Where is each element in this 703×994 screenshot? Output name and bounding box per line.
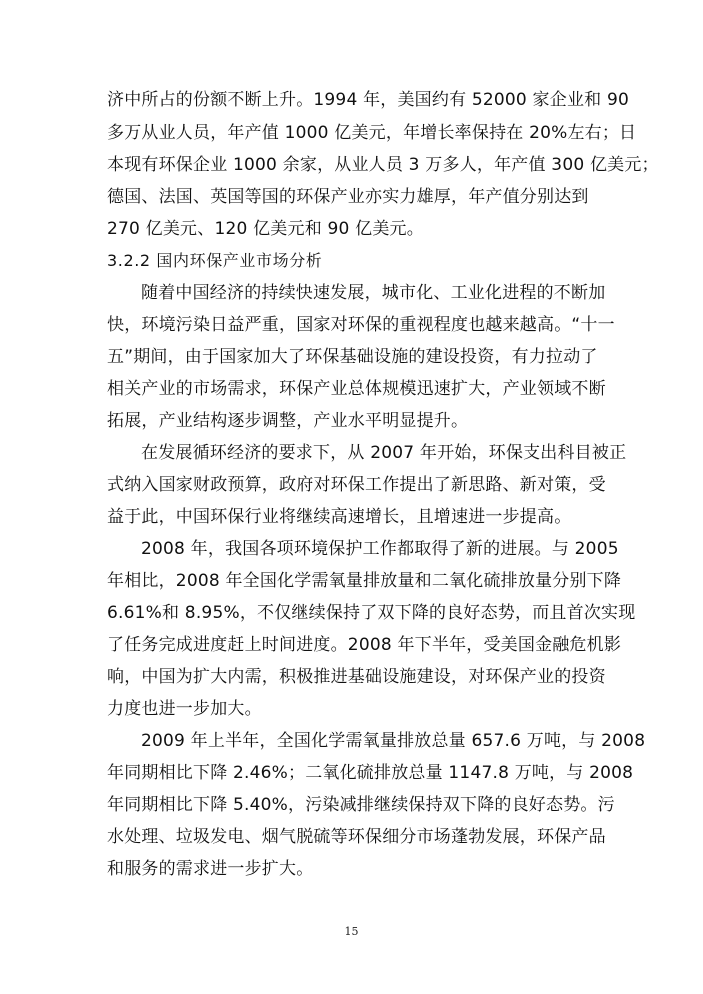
text-line: 了任务完成进度赶上时间进度。2008 年下半年，受美国金融危机影: [107, 635, 622, 655]
text-line: 2008 年，我国各项环境保护工作都取得了新的进展。与 2005: [141, 539, 619, 559]
page-number: 15: [344, 925, 359, 938]
text-line: 德国、法国、英国等国的环保产业亦实力雄厚，年产值分别达到: [107, 187, 589, 207]
text-line: 在发展循环经济的要求下，从 2007 年开始，环保支出科目被正: [141, 443, 627, 463]
text-line: 水处理、垃圾发电、烟气脱硫等环保细分市场蓬勃发展，环保产品: [107, 827, 606, 847]
text-line: 和服务的需求进一步扩大。: [107, 859, 314, 879]
text-line: 6.61%和 8.95%，不仅继续保持了双下降的良好态势，而且首次实现: [107, 603, 636, 623]
text-line: 年相比，2008 年全国化学需氧量排放量和二氧化硫排放量分别下降: [107, 571, 622, 591]
text-line: 益于此，中国环保行业将继续高速增长，且增速进一步提高。: [107, 507, 572, 527]
text-line: 拓展，产业结构逐步调整，产业水平明显提升。: [107, 411, 469, 431]
text-line: 随着中国经济的持续快速发展，城市化、工业化进程的不断加: [141, 283, 606, 303]
text-line: 相关产业的市场需求，环保产业总体规模迅速扩大，产业领域不断: [107, 379, 606, 399]
text-line: 年同期相比下降 2.46%；二氧化硫排放总量 1147.8 万吨，与 2008: [107, 763, 634, 783]
text-line: 快，环境污染日益严重，国家对环保的重视程度也越来越高。“十一: [107, 315, 615, 335]
text-line: 式纳入国家财政预算，政府对环保工作提出了新思路、新对策，受: [107, 475, 606, 495]
text-line: 本现有环保企业 1000 余家，从业人员 3 万多人，年产值 300 亿美元；: [107, 155, 659, 175]
section-heading: 3.2.2 国内环保产业市场分析: [107, 251, 323, 270]
text-line: 五”期间，由于国家加大了环保基础设施的建设投资，有力拉动了: [107, 347, 598, 367]
text-line: 270 亿美元、120 亿美元和 90 亿美元。: [107, 219, 424, 239]
text-line: 多万从业人员，年产值 1000 亿美元，年增长率保持在 20%左右；日: [107, 123, 637, 143]
text-line: 响，中国为扩大内需，积极推进基础设施建设，对环保产业的投资: [107, 667, 606, 687]
text-line: 力度也进一步加大。: [107, 699, 262, 719]
text-line: 2009 年上半年，全国化学需氧量排放总量 657.6 万吨，与 2008: [141, 731, 646, 751]
text-line: 年同期相比下降 5.40%，污染减排继续保持双下降的良好态势。污: [107, 795, 615, 815]
text-line: 济中所占的份额不断上升。1994 年，美国约有 52000 家企业和 90: [107, 90, 629, 110]
